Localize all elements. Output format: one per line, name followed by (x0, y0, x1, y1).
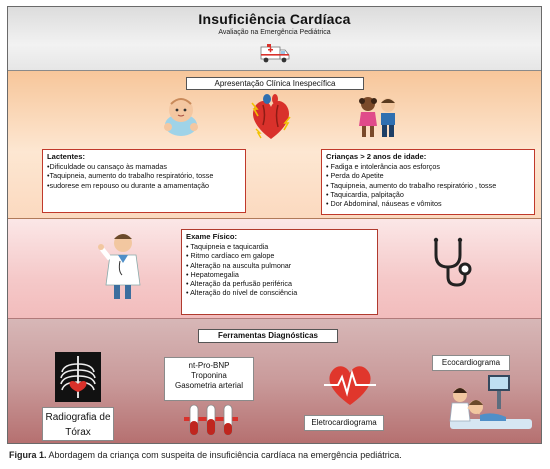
ecg-heart-icon (324, 361, 376, 407)
exam-title: Exame Físico: (186, 232, 238, 241)
labs-line2: Troponina (191, 371, 227, 380)
clinical-label: Apresentação Clínica Inespecífica (186, 77, 364, 90)
xray-label-line2: Tórax (65, 427, 91, 438)
xray-label-line1: Radiografia de (45, 412, 111, 423)
list-item: • Alteração do nível de consciência (186, 288, 298, 298)
labs-label (164, 357, 254, 401)
diagram-title: Insuficiência Cardíaca (198, 11, 351, 27)
exam-band (8, 219, 541, 319)
caption-label: Figura 1. (9, 450, 47, 460)
exam-box (181, 229, 378, 315)
tools-label: Ferramentas Diagnósticas (198, 329, 338, 343)
header-band (8, 7, 541, 71)
diagram-subtitle: Avaliação na Emergência Pediátrica (218, 29, 331, 36)
infants-box (42, 149, 246, 213)
list-item: • Taquipneia, aumento do trabalho respiratório , tosse (326, 180, 497, 190)
list-item: •sudorese em repouso ou durante a amamentação (47, 180, 209, 190)
list-item: •Dificuldade ou cansaço às mamadas (47, 162, 167, 172)
tools-band (8, 319, 541, 444)
infants-title: Lactentes: (47, 152, 85, 161)
children-box (321, 149, 535, 215)
list-item: • Alteração na ausculta pulmonar (186, 260, 292, 270)
ambulance-icon (260, 42, 290, 64)
figure-caption (9, 450, 402, 460)
list-item: • Taquipneia e taquicardia (186, 242, 269, 252)
list-item: •Taquipneia, aumento do trabalho respiratório, tosse (47, 171, 214, 181)
list-item: • Perda do Apetite (326, 171, 384, 181)
echocardiogram-icon (450, 375, 532, 441)
labs-line1: nt-Pro-BNP (188, 361, 230, 370)
caption-text: Abordagem da criança com suspeita de insuficiência cardíaca na emergência pediátrica. (46, 450, 402, 460)
baby-icon (158, 95, 204, 137)
exam-list (186, 242, 373, 297)
diagram-frame (7, 6, 542, 444)
infants-list (47, 162, 241, 190)
xray-label (42, 407, 114, 441)
clinical-band (8, 71, 541, 219)
list-item: • Hepatomegalia (186, 269, 239, 279)
children-title: Crianças > 2 anos de idade: (326, 152, 427, 161)
list-item: • Fadiga e intolerância aos esforços (326, 162, 440, 172)
list-item: • Taquicardia, palpitação (326, 189, 404, 199)
doctor-icon (96, 231, 146, 301)
stethoscope-icon (428, 237, 472, 289)
labs-line3: Gasometria arterial (174, 381, 244, 390)
ecg-label: Eletrocardiograma (304, 415, 384, 431)
list-item: • Dor Abdominal, náuseas e vômitos (326, 199, 442, 209)
test-tubes-icon (182, 403, 240, 439)
children-icon (353, 95, 403, 139)
list-item: • Alteração da perfusão periférica (186, 279, 292, 289)
children-list (326, 162, 530, 208)
echo-label: Ecocardiograma (432, 355, 510, 371)
list-item: • Ritmo cardíaco em galope (186, 251, 275, 261)
xray-icon (55, 352, 101, 402)
heart-lightning-icon (248, 93, 294, 143)
